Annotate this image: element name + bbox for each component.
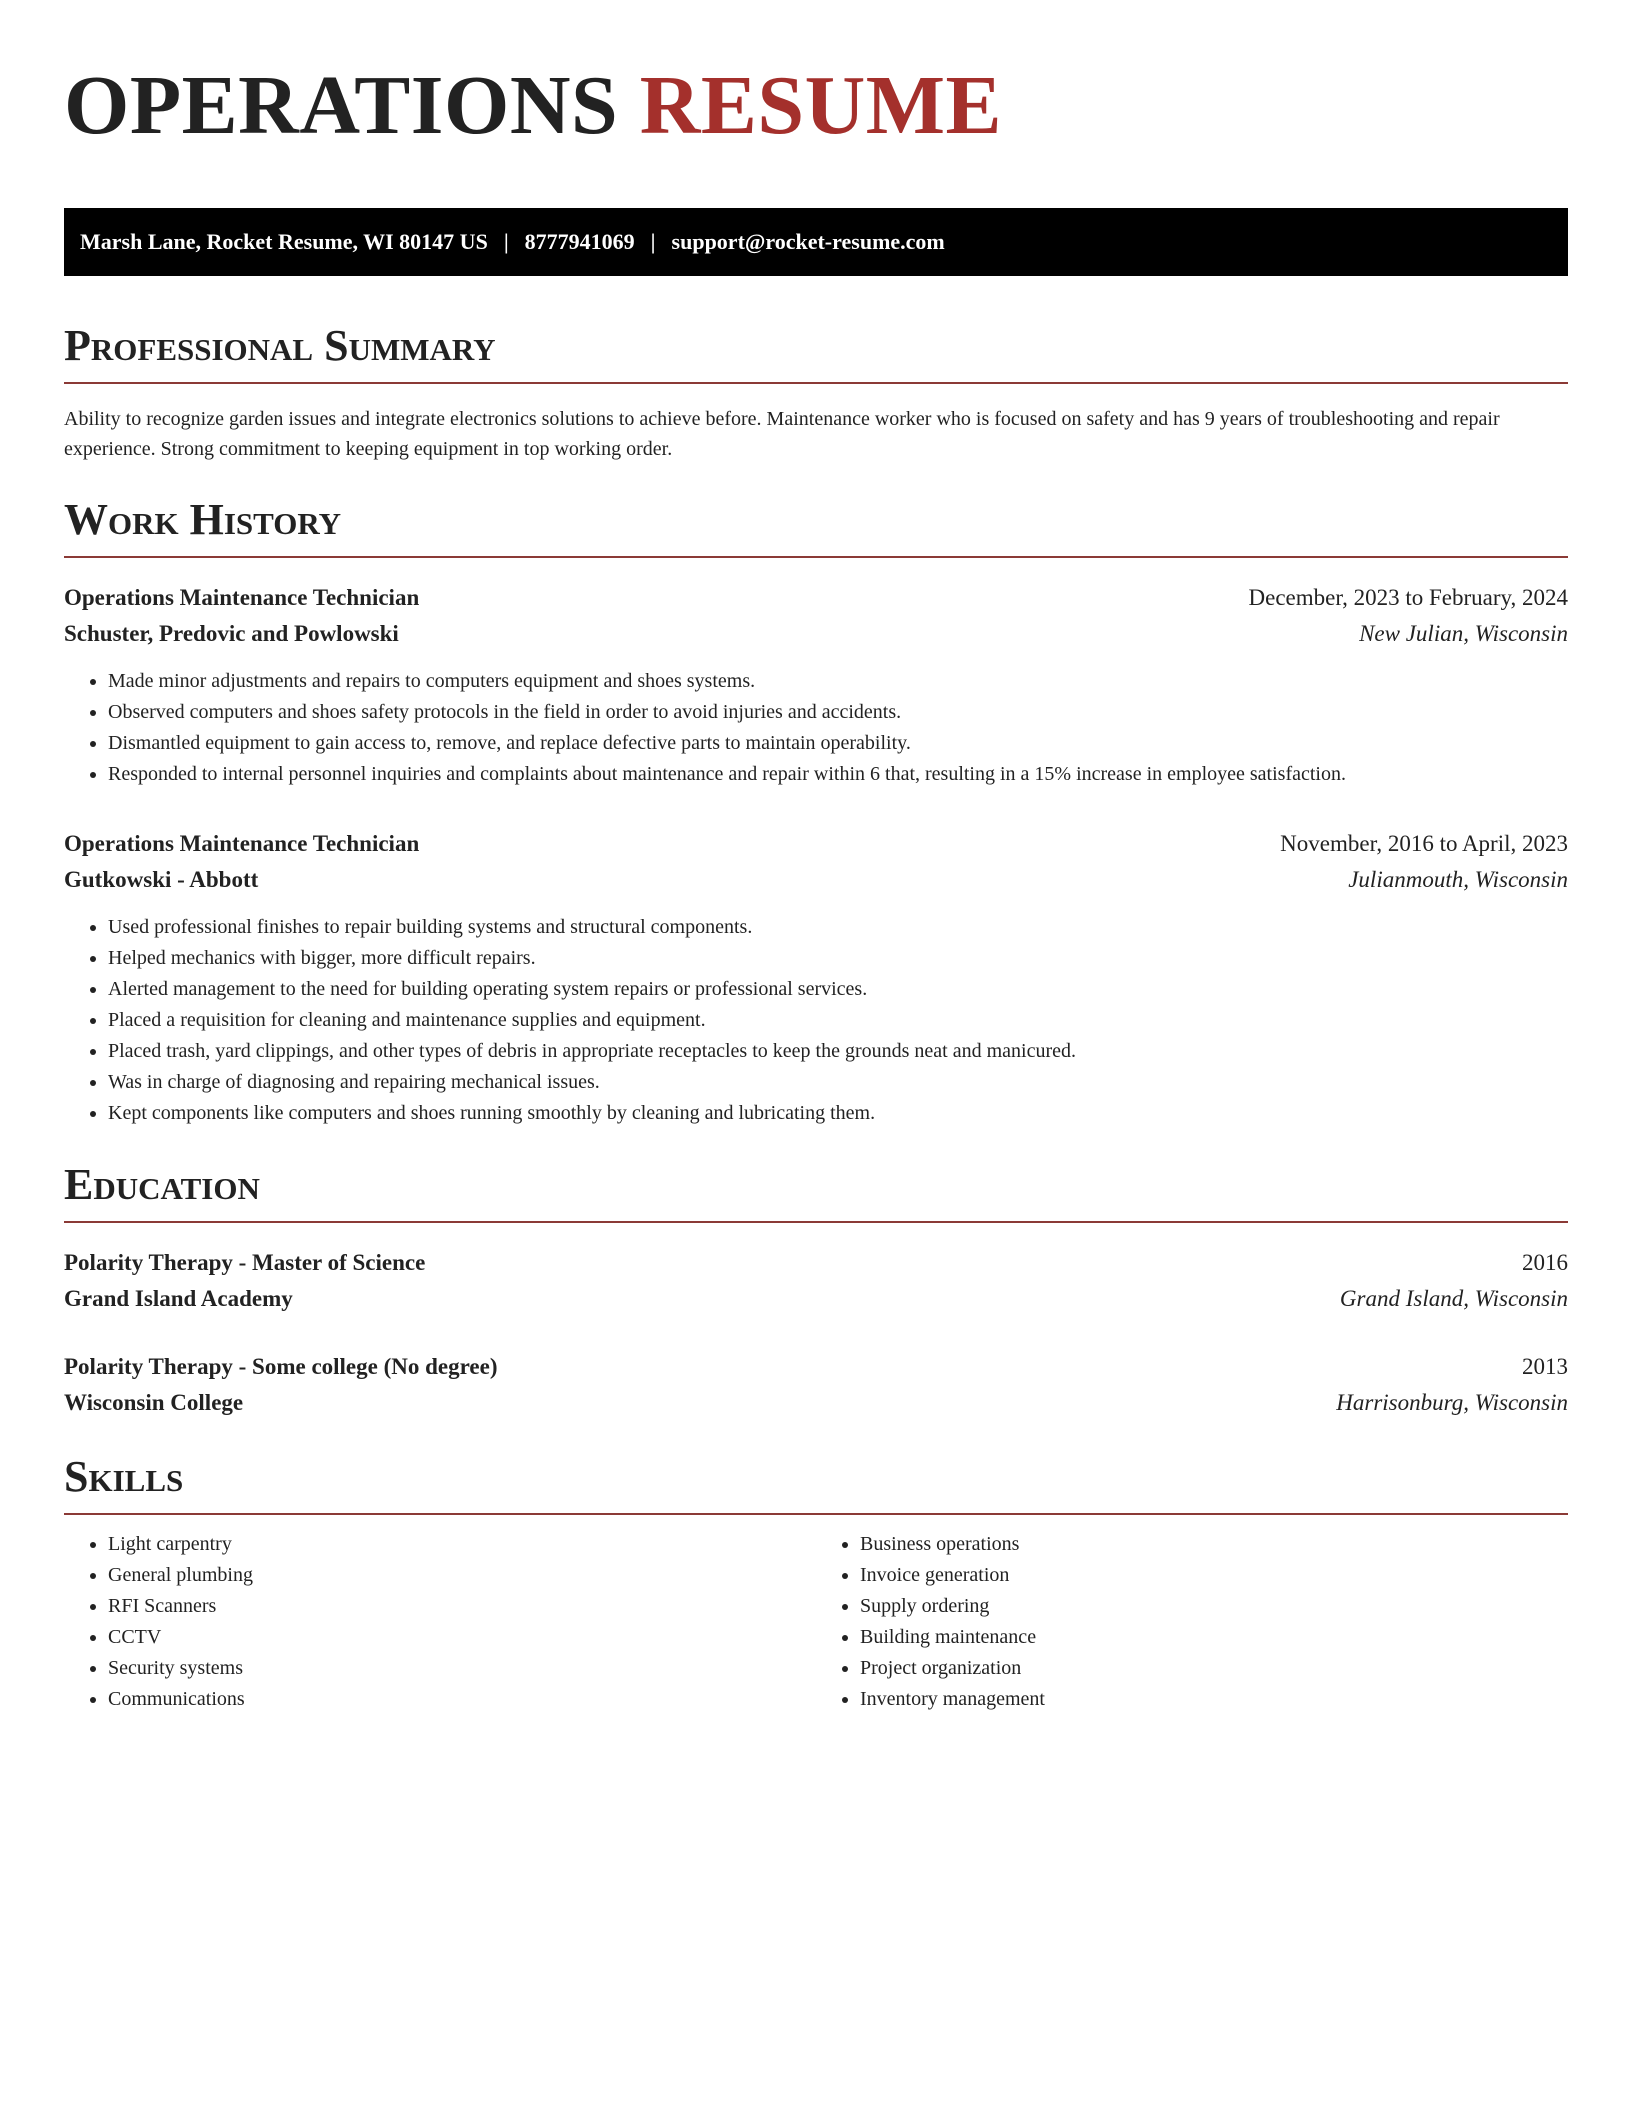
job-location: Julianmouth, Wisconsin [1348, 867, 1568, 892]
education-school: Grand Island Academy [64, 1286, 293, 1311]
list-item: • General plumbing [108, 1560, 816, 1591]
education-degree: Polarity Therapy - Master of Science [64, 1250, 426, 1275]
list-item: • Light carpentry [108, 1529, 816, 1560]
contact-separator: | [503, 229, 509, 254]
education-school: Wisconsin College [64, 1390, 244, 1415]
list-item: • Placed a requisition for cleaning and maintenance supplies and equipment. [108, 1005, 1568, 1036]
list-item: • Observed computers and shoes safety protocols in the field in order to avoid injuries and accidents. [108, 697, 1568, 728]
skills-columns [64, 1529, 1568, 1715]
summary-section [64, 321, 1568, 464]
list-item: • Used professional finishes to repair building systems and structural components. [108, 912, 1568, 943]
education-section [64, 1160, 1568, 1421]
education-location: Grand Island, Wisconsin [1339, 1286, 1568, 1311]
job-bullets [64, 912, 1568, 1129]
job-title: Operations Maintenance Technician [64, 831, 420, 856]
education-degree: Polarity Therapy - Some college (No degree) [64, 1354, 498, 1379]
list-item: • Helped mechanics with bigger, more difficult repairs. [108, 943, 1568, 974]
list-item: • Security systems [108, 1653, 816, 1684]
list-item: • Dismantled equipment to gain access to, remove, and replace defective parts to maintain operability. [108, 728, 1568, 759]
list-item: • Communications [108, 1684, 816, 1715]
summary-heading: Professional Summary [64, 324, 1568, 384]
job-bullets [64, 666, 1568, 790]
work-history-heading: Work History [64, 498, 1568, 558]
skills-list-left [64, 1529, 816, 1715]
job-entry [64, 826, 1568, 1129]
list-item: • Kept components like computers and shoes running smoothly by cleaning and lubricating them. [108, 1098, 1568, 1129]
title-word-resume: RESUME [639, 59, 1003, 152]
skills-list-right [816, 1529, 1568, 1715]
list-item: • Responded to internal personnel inquiries and complaints about maintenance and repair within 6 that, resulting in a 15% increase in employee satisfaction. [108, 759, 1568, 790]
work-history-section [64, 495, 1568, 1129]
title-word-operations: OPERATIONS [64, 59, 619, 152]
summary-text: Ability to recognize garden issues and integrate electronics solutions to achieve before. Maintenance worker who is focused on safety and has 9 years of troubleshooting and repair experience. Strong commitment to keeping equipment in top working order. [64, 408, 1500, 460]
list-item: • Business operations [860, 1529, 1568, 1560]
contact-separator: | [650, 229, 656, 254]
contact-bar [64, 208, 1568, 276]
list-item: • RFI Scanners [108, 1591, 816, 1622]
list-item: • Invoice generation [860, 1560, 1568, 1591]
job-dates: December, 2023 to February, 2024 [1248, 585, 1568, 610]
list-item: • Was in charge of diagnosing and repairing mechanical issues. [108, 1067, 1568, 1098]
list-item: • Made minor adjustments and repairs to computers equipment and shoes systems. [108, 666, 1568, 697]
education-entry [64, 1245, 1568, 1317]
education-location: Harrisonburg, Wisconsin [1336, 1390, 1568, 1415]
list-item: • Building maintenance [860, 1622, 1568, 1653]
job-entry [64, 580, 1568, 790]
job-location: New Julian, Wisconsin [1359, 621, 1568, 646]
list-item: • Project organization [860, 1653, 1568, 1684]
job-dates: November, 2016 to April, 2023 [1280, 831, 1568, 856]
list-item: • CCTV [108, 1622, 816, 1653]
list-item: • Placed trash, yard clippings, and other types of debris in appropriate receptacles to keep the grounds neat and manicured. [108, 1036, 1568, 1067]
contact-email: support@rocket-resume.com [671, 229, 945, 254]
job-title: Operations Maintenance Technician [64, 585, 420, 610]
education-year: 2016 [1522, 1250, 1568, 1275]
resume-title [64, 56, 1568, 158]
education-year: 2013 [1522, 1354, 1568, 1379]
skills-section [64, 1452, 1568, 1715]
job-company: Schuster, Predovic and Powlowski [64, 621, 399, 646]
contact-phone: 8777941069 [524, 229, 635, 254]
list-item: • Alerted management to the need for building operating system repairs or professional services. [108, 974, 1568, 1005]
list-item: • Inventory management [860, 1684, 1568, 1715]
list-item: • Supply ordering [860, 1591, 1568, 1622]
education-entry [64, 1349, 1568, 1421]
job-company: Gutkowski - Abbott [64, 867, 259, 892]
contact-address: Marsh Lane, Rocket Resume, WI 80147 US [80, 229, 488, 254]
education-heading: Education [64, 1163, 1568, 1223]
skills-heading: Skills [64, 1455, 1568, 1515]
